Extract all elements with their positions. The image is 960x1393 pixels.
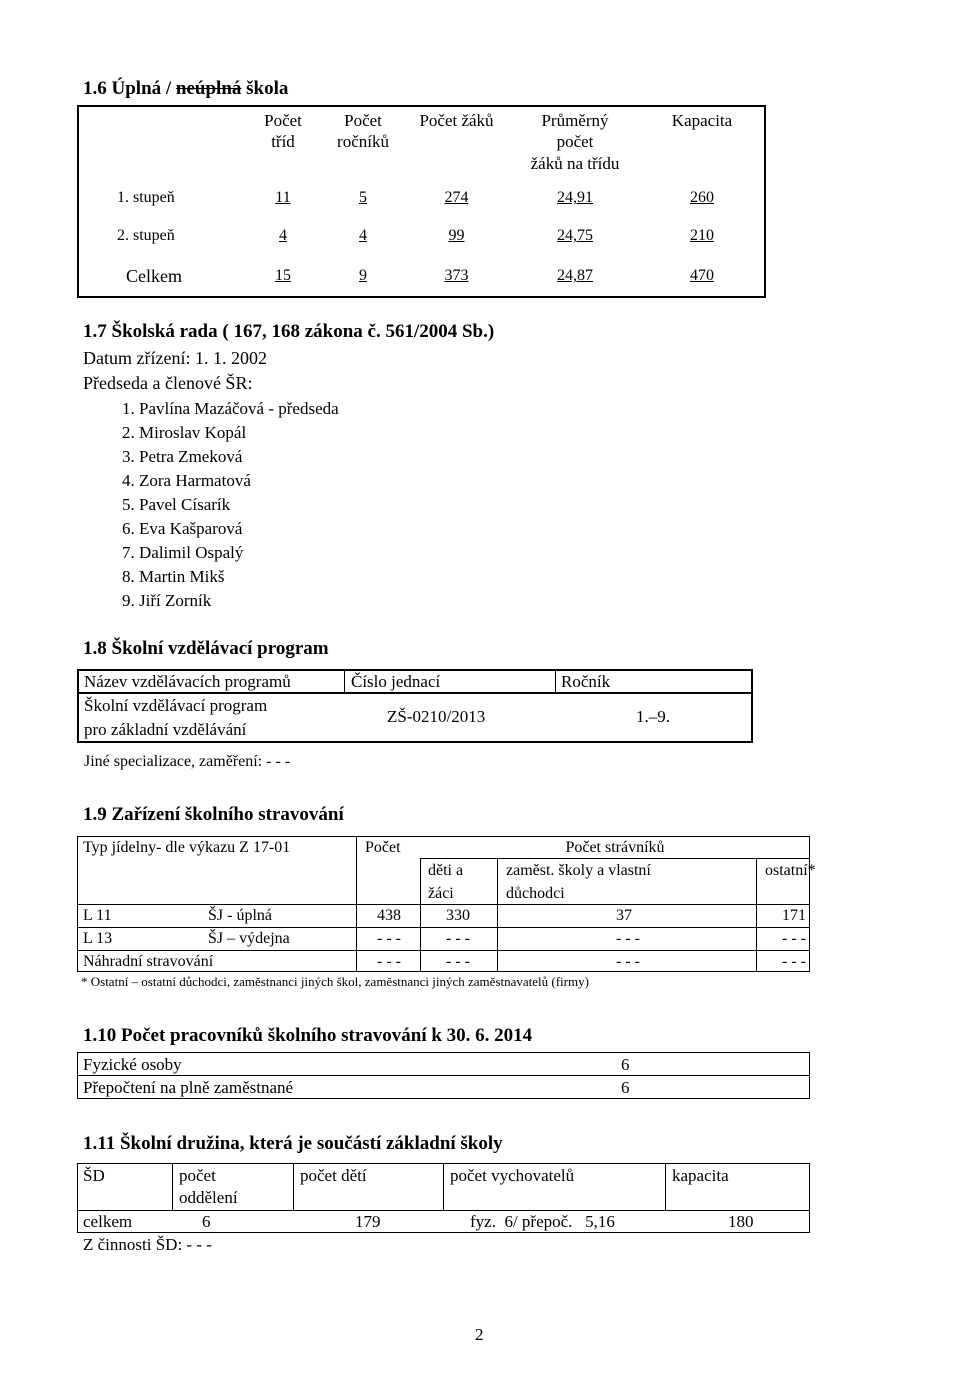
druzina-header-deti: počet dětí [300, 1166, 367, 1185]
header-pocet-trid: Počet tříd [264, 111, 302, 152]
list-item: 1. Pavlína Mazáčová - předseda [122, 399, 339, 418]
section-1-6-title: 1.6 Úplná / neúplná škola [83, 78, 289, 99]
list-item: 7. Dalimil Ospalý [122, 543, 244, 562]
druzina-header-sd: ŠD [83, 1166, 105, 1185]
list-item: 9. Jiří Zorník [122, 591, 212, 610]
predseda-label: Předseda a členové ŠR: [83, 373, 253, 393]
header-zam-1: zaměst. školy a vlastní [506, 862, 651, 879]
svp-cislo-jednaci: ZŠ-0210/2013 [387, 707, 486, 726]
row-l11-zam: 37 [616, 907, 632, 924]
row-nahradni-zam: - - - [616, 953, 640, 970]
druzina-row-oddeleni: 6 [202, 1212, 211, 1231]
stravovani-note: * Ostatní – ostatní důchodci, zaměstnanci jiných škol, zaměstnanci jiných zaměstnavatelů (firmy) [81, 974, 589, 989]
row-l11-deti: 330 [446, 907, 470, 924]
row-l11-code: L 11 [83, 907, 112, 924]
fyzicke-osoby-label: Fyzické osoby [83, 1055, 182, 1074]
header-pocet-rocniku: Počet ročníků [337, 111, 389, 152]
list-item: 3. Petra Zmeková [122, 447, 243, 466]
list-item: 2. Miroslav Kopál [122, 423, 247, 442]
header-deti-1: děti a [428, 862, 464, 879]
section-1-7-title: 1.7 Školská rada ( 167, 168 zákona č. 561/2004 Sb.) [83, 321, 495, 342]
row-l11-ost: 171 [782, 907, 806, 924]
druzina-row-label: celkem [83, 1212, 133, 1231]
row-l13-ost: - - - [782, 930, 806, 947]
svp-name-line2: pro základní vzdělávání [84, 720, 247, 739]
row-l13-code: L 13 [83, 930, 113, 947]
row-l13-pocet: - - - [377, 930, 401, 947]
fyzicke-osoby-value: 6 [621, 1055, 630, 1074]
page-number: 2 [475, 1325, 484, 1344]
svp-other: Jiné specializace, zaměření: - - - [84, 753, 291, 770]
prepocteni-label: Přepočtení na plně zaměstnané [83, 1078, 294, 1097]
row-l11-type: ŠJ - úplná [208, 907, 272, 924]
list-item: 8. Martin Mikš [122, 567, 225, 586]
table-row: Celkem 15 9 373 24,87 470 [126, 265, 714, 286]
table-row: 1. stupeň 11 5 274 24,91 260 [117, 189, 714, 207]
druzina-cinnost: Z činnosti ŠD: - - - [83, 1235, 212, 1254]
header-zam-2: důchodci [506, 885, 565, 902]
row-nahradni-deti: - - - [446, 953, 470, 970]
druzina-row-deti: 179 [355, 1212, 381, 1231]
druzina-row-vychovatelu: fyz. 6/ přepoč. 5,16 [470, 1212, 615, 1231]
svp-header-name: Název vzdělávacích programů [84, 672, 291, 691]
section-1-9-title: 1.9 Zařízení školního stravování [83, 804, 344, 825]
list-item: 6. Eva Kašparová [122, 519, 243, 538]
druzina-row-kapacita: 180 [728, 1212, 754, 1231]
header-typ-jidelny: Typ jídelny- dle výkazu Z 17-01 [83, 839, 291, 856]
row-l13-zam: - - - [616, 930, 640, 947]
header-kapacita: Kapacita [671, 111, 733, 130]
row-nahradni-ost: - - - [782, 953, 806, 970]
druzina-header-kapacita: kapacita [672, 1166, 729, 1185]
header-pocet-zaku: Počet žáků [419, 111, 494, 130]
school-table [77, 105, 766, 298]
row-nahradni-pocet: - - - [377, 953, 401, 970]
row-l11-pocet: 438 [377, 907, 401, 924]
row-l13-deti: - - - [446, 930, 470, 947]
list-item: 5. Pavel Císarík [122, 495, 231, 514]
header-pocet: Počet [365, 839, 401, 856]
header-pocet-stravniku: Počet strávníků [565, 839, 665, 856]
table-row: 2. stupeň 4 4 99 24,75 210 [117, 227, 714, 245]
svp-name-line1: Školní vzdělávací program [84, 696, 268, 715]
druzina-header-pocet-2: oddělení [179, 1188, 238, 1207]
section-1-8-title: 1.8 Školní vzdělávací program [83, 638, 329, 659]
svp-header-rocnik: Ročník [561, 672, 611, 691]
row-l13-type: ŠJ – výdejna [208, 930, 290, 947]
header-ostatni: ostatní* [765, 862, 816, 879]
member-list [122, 398, 339, 614]
svp-rocnik: 1.–9. [636, 707, 670, 726]
prepocteni-value: 6 [621, 1078, 630, 1097]
datum-zrizeni: Datum zřízení: 1. 1. 2002 [83, 348, 267, 368]
svp-header-cj: Číslo jednací [351, 672, 441, 691]
druzina-header-vychovatelu: počet vychovatelů [450, 1166, 575, 1185]
list-item: 4. Zora Harmatová [122, 471, 251, 490]
header-deti-2: žáci [428, 885, 454, 902]
druzina-header-pocet-1: počet [179, 1166, 216, 1185]
section-1-10-title: 1.10 Počet pracovníků školního stravování k 30. 6. 2014 [83, 1025, 533, 1046]
header-prumerny: Průměrný počet žáků na třídu [530, 111, 620, 173]
section-1-11-title: 1.11 Školní družina, která je součástí základní školy [83, 1133, 503, 1154]
row-nahradni-label: Náhradní stravování [83, 953, 214, 970]
